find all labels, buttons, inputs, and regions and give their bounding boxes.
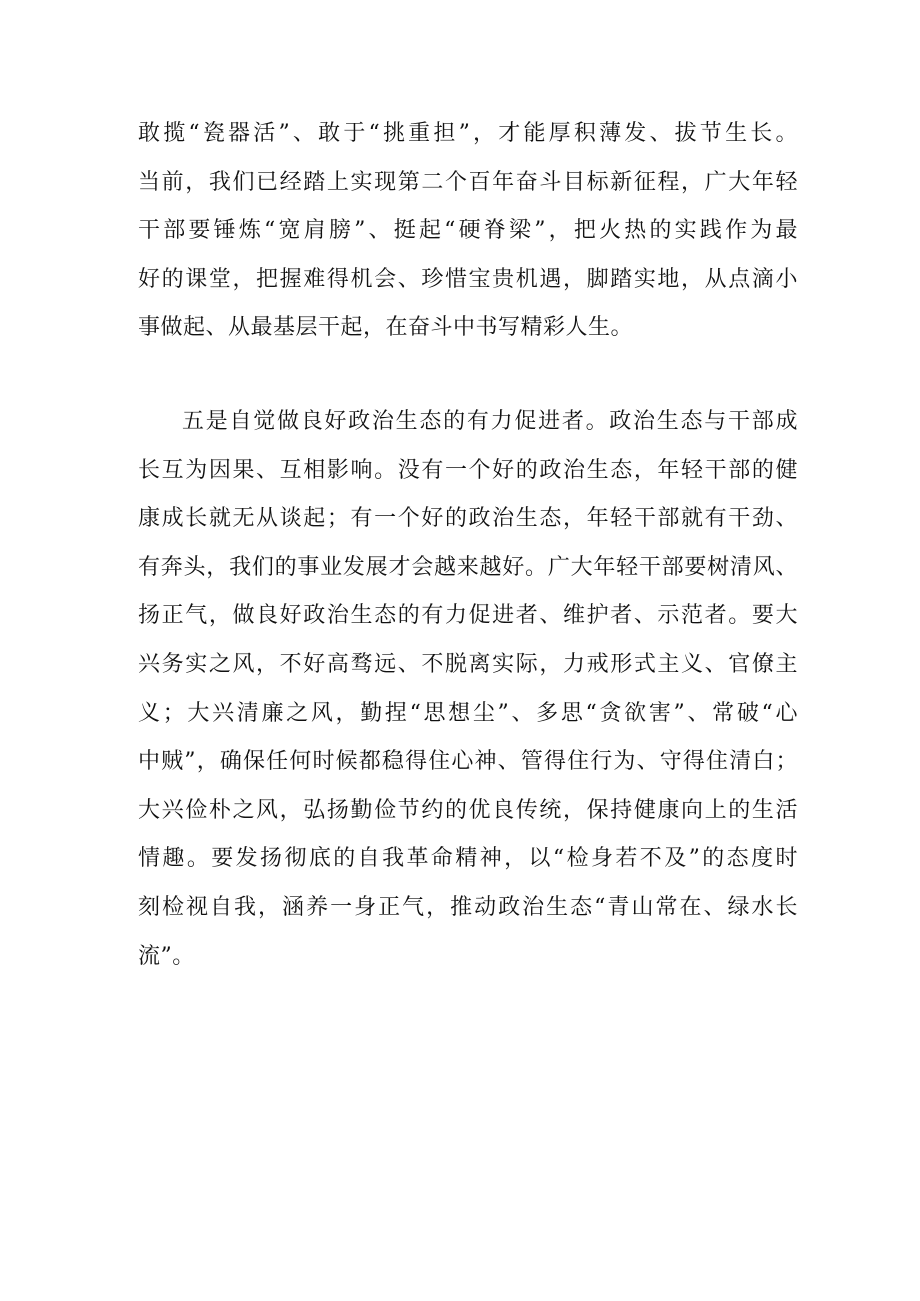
text-line: 长互为因果、互相影响。没有一个好的政治生态，年轻干部的健 bbox=[138, 457, 798, 483]
text-line: 兴务实之风，不好高骛远、不脱离实际，力戒形式主义、官僚主 bbox=[138, 651, 798, 677]
text-line: 事做起、从最基层干起，在奋斗中书写精彩人生。 bbox=[138, 315, 634, 341]
text-line: 当前，我们已经踏上实现第二个百年奋斗目标新征程，广大年轻 bbox=[138, 169, 798, 195]
text-line: 中贼”，确保任何时候都稳得住心神、管得住行为、守得住清白； bbox=[138, 749, 798, 775]
text-line: 义；大兴清廉之风，勤捏“思想尘”、多思“贪欲害”、常破“心 bbox=[138, 700, 798, 726]
text-line: 情趣。要发扬彻底的自我革命精神，以“检身若不及”的态度时 bbox=[138, 846, 798, 872]
text-line: 五是自觉做良好政治生态的有力促进者。政治生态与干部成 bbox=[182, 409, 798, 434]
text-line: 康成长就无从谈起；有一个好的政治生态，年轻干部就有干劲、 bbox=[138, 506, 798, 532]
text-line: 大兴俭朴之风，弘扬勤俭节约的优良传统，保持健康向上的生活 bbox=[138, 797, 798, 823]
text-line: 敢揽“瓷器活”、敢于“挑重担”，才能厚积薄发、拔节生长。 bbox=[138, 121, 798, 146]
text-line: 扬正气，做良好政治生态的有力促进者、维护者、示范者。要大 bbox=[138, 603, 798, 629]
paragraph-2 bbox=[138, 398, 798, 981]
text-line: 有奔头，我们的事业发展才会越来越好。广大年轻干部要树清风、 bbox=[138, 554, 798, 580]
text-line: 刻检视自我，涵养一身正气，推动政治生态“青山常在、绿水长 bbox=[138, 894, 798, 920]
text-line: 好的课堂，把握难得机会、珍惜宝贵机遇，脚踏实地，从点滴小 bbox=[138, 266, 798, 292]
text-line: 干部要锤炼“宽肩膀”、挺起“硬脊梁”，把火热的实践作为最 bbox=[138, 218, 798, 244]
text-line: 流”。 bbox=[138, 943, 195, 969]
paragraph-1 bbox=[138, 110, 798, 353]
